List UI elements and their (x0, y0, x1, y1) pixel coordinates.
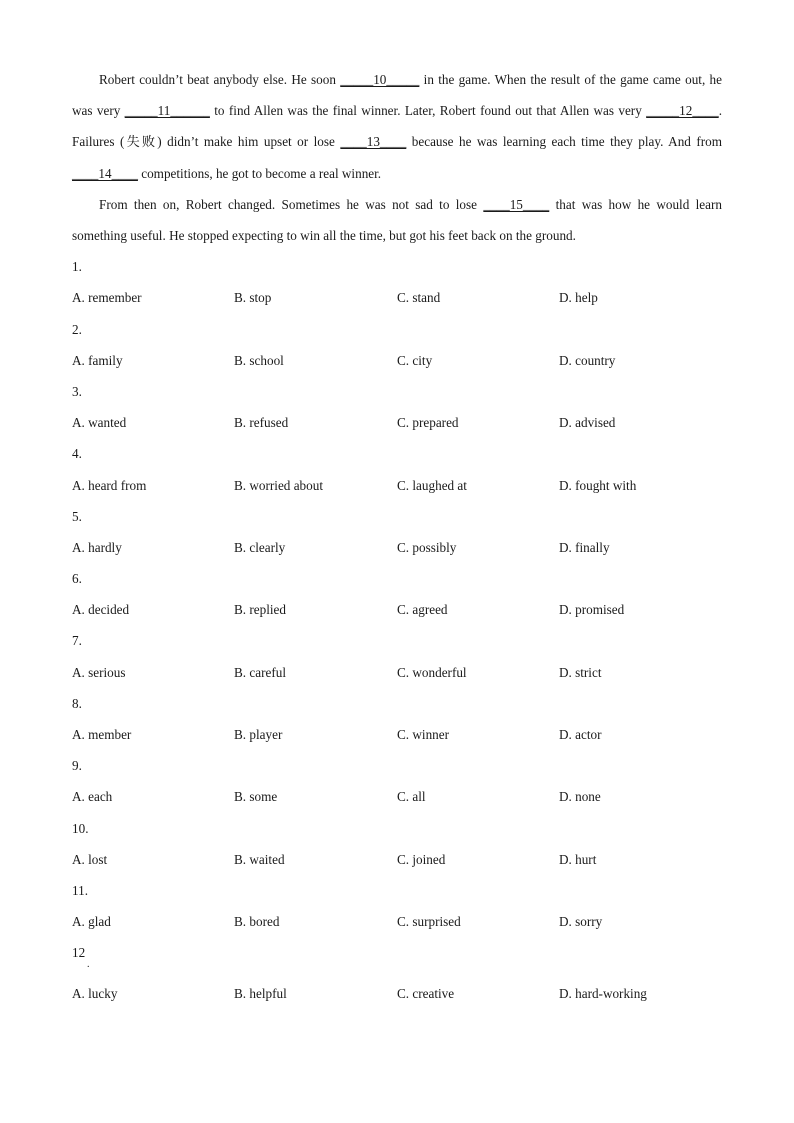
option-a: A. lucky (72, 986, 118, 1002)
passage-text: From then on, Robert changed. Sometimes he was not sad to lose (99, 196, 484, 212)
option-c: C. possibly (397, 539, 457, 555)
blank-10: _____10_____ (340, 72, 420, 87)
option-d: D. finally (559, 539, 610, 555)
option-c: C. creative (397, 986, 455, 1002)
question-number (72, 438, 722, 469)
question-number-dot: . (87, 959, 90, 971)
question-number (72, 625, 722, 656)
option-d: D. help (559, 290, 598, 306)
option-b: B. stop (234, 290, 272, 306)
question-number-label: 4. (72, 446, 82, 462)
option-c: C. joined (397, 851, 446, 867)
question-number (72, 501, 722, 532)
question-number-label: 1. (72, 259, 82, 275)
passage-text: . Failures (失败) didn’t make him upset or lose (72, 103, 722, 150)
question-number-label: 6. (72, 571, 82, 587)
option-c: C. agreed (397, 602, 448, 618)
option-b: B. refused (234, 415, 289, 431)
blank-13: ____13____ (340, 134, 407, 150)
question-number-label: 10. (72, 820, 89, 836)
question-number (72, 376, 722, 407)
option-d: D. none (559, 789, 601, 805)
question-number (72, 813, 722, 844)
option-c: C. all (397, 789, 426, 805)
option-b: B. clearly (234, 539, 286, 555)
option-a: A. member (72, 727, 132, 743)
option-row (72, 906, 722, 937)
blank-15: ____15____ (483, 196, 550, 212)
option-c: C. winner (397, 727, 450, 743)
option-a: A. heard from (72, 477, 147, 493)
option-b: B. worried about (234, 477, 323, 493)
option-a: A. remember (72, 290, 142, 306)
document-content (72, 64, 722, 1010)
option-b: B. player (234, 727, 283, 743)
option-d: D. strict (559, 664, 602, 680)
passage-paragraph-1 (72, 64, 722, 189)
option-c: C. prepared (397, 415, 459, 431)
option-b: B. careful (234, 664, 286, 680)
question-number (72, 688, 722, 719)
question-list (72, 251, 722, 1009)
passage-text: that was how he would learn something useful. He stopped expecting to win all the time, but got his feet back on the ground. (72, 196, 722, 244)
option-row (72, 844, 722, 875)
question-number (72, 875, 722, 906)
option-c: C. city (397, 352, 433, 368)
option-a: A. glad (72, 914, 111, 930)
option-a: A. lost (72, 851, 108, 867)
option-row (72, 781, 722, 812)
option-b: B. waited (234, 851, 285, 867)
option-b: B. bored (234, 914, 280, 930)
option-a: A. serious (72, 664, 126, 680)
option-d: D. actor (559, 727, 602, 743)
option-a: A. decided (72, 602, 130, 618)
question-number-label: 11. (72, 882, 88, 898)
option-b: B. some (234, 789, 278, 805)
option-b: B. helpful (234, 986, 287, 1002)
option-row (72, 470, 722, 501)
option-a: A. wanted (72, 415, 127, 431)
option-row (72, 282, 722, 313)
option-row (72, 594, 722, 625)
question-number (72, 750, 722, 781)
question-number-label: 5. (72, 508, 82, 524)
option-c: C. wonderful (397, 664, 467, 680)
option-a: A. family (72, 352, 123, 368)
option-row (72, 657, 722, 688)
question-number (72, 251, 722, 282)
question-number-label: 2. (72, 321, 82, 337)
question-number-label: 7. (72, 633, 82, 649)
passage-text: because he was learning each time they play. And from (406, 134, 722, 150)
option-d: D. sorry (559, 914, 603, 930)
question-number-label: 8. (72, 695, 82, 711)
option-d: D. hard-working (559, 986, 647, 1002)
question-number (72, 937, 722, 978)
blank-12: _____12____ (646, 103, 719, 119)
passage-text: competitions, he got to become a real winner. (137, 165, 382, 181)
option-d: D. promised (559, 602, 625, 618)
question-number-label: 9. (72, 758, 82, 774)
option-a: A. each (72, 789, 113, 805)
option-row (72, 719, 722, 750)
option-c: C. surprised (397, 914, 461, 930)
blank-14: ____14____ (72, 165, 138, 181)
question-number (72, 563, 722, 594)
option-c: C. laughed at (397, 477, 467, 493)
option-d: D. country (559, 352, 616, 368)
passage-paragraph-2 (72, 189, 722, 251)
option-d: D. fought with (559, 477, 637, 493)
option-row (72, 345, 722, 376)
option-d: D. hurt (559, 851, 597, 867)
passage-text: Robert couldn’t beat anybody else. He soon (99, 72, 341, 87)
passage-text: in the game. When the result of the game came out, he was very (72, 72, 722, 119)
blank-11: _____11______ (124, 103, 210, 119)
option-a: A. hardly (72, 539, 122, 555)
option-row (72, 532, 722, 563)
option-b: B. school (234, 352, 284, 368)
option-row (72, 978, 722, 1009)
option-b: B. replied (234, 602, 287, 618)
option-c: C. stand (397, 290, 441, 306)
passage-text: to find Allen was the final winner. Later, Robert found out that Allen was very (209, 103, 647, 119)
option-row (72, 407, 722, 438)
question-number-label: 3. (72, 383, 82, 399)
option-d: D. advised (559, 415, 616, 431)
question-number-label: 12 (72, 945, 86, 961)
question-number (72, 314, 722, 345)
